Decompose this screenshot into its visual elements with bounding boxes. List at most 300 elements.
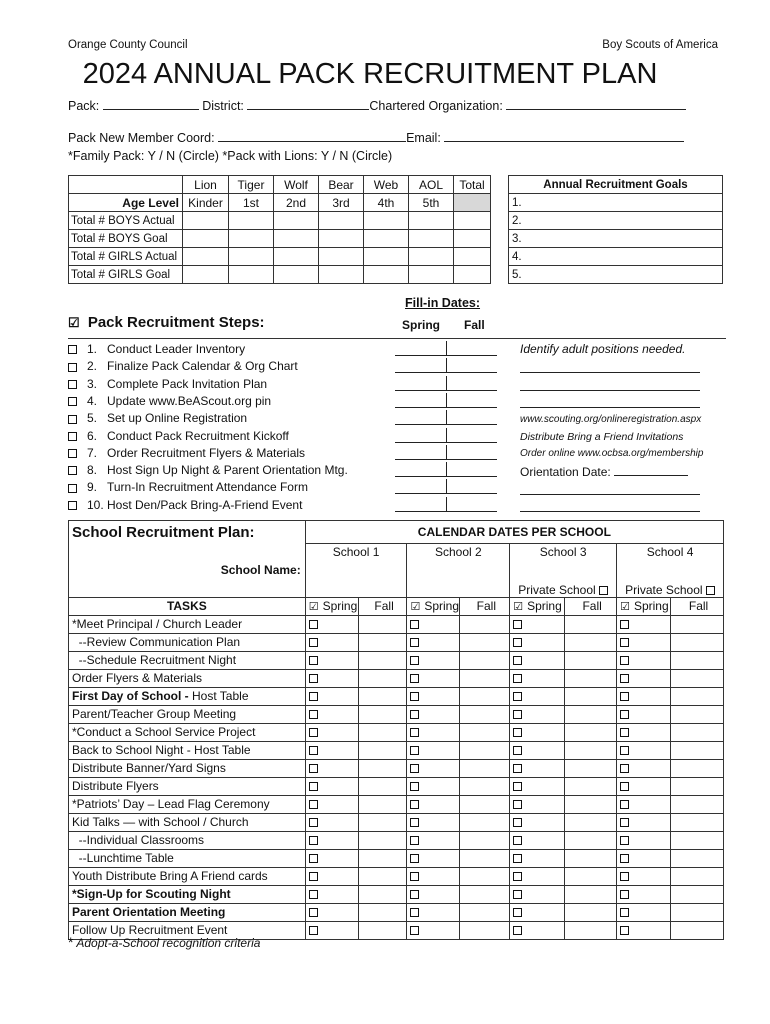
task-date-cell[interactable]	[305, 885, 358, 903]
task-date-cell[interactable]	[460, 669, 510, 687]
task-date-cell[interactable]	[617, 633, 671, 651]
task-checkbox[interactable]	[410, 692, 419, 701]
step-date-field[interactable]	[395, 355, 497, 356]
task-date-cell[interactable]	[358, 615, 407, 633]
task-date-cell[interactable]	[565, 831, 617, 849]
task-checkbox[interactable]	[410, 890, 419, 899]
note-line-5[interactable]	[520, 511, 700, 512]
task-checkbox[interactable]	[620, 764, 629, 773]
task-checkbox[interactable]	[410, 800, 419, 809]
task-date-cell[interactable]	[407, 759, 460, 777]
task-date-cell[interactable]	[671, 903, 724, 921]
asterisk-icon: *	[68, 934, 74, 950]
task-date-cell[interactable]	[407, 651, 460, 669]
task-date-cell[interactable]	[305, 867, 358, 885]
task-checkbox[interactable]	[620, 818, 629, 827]
task-date-cell[interactable]	[460, 867, 510, 885]
task-checkbox[interactable]	[309, 764, 318, 773]
task-checkbox[interactable]	[309, 638, 318, 647]
task-date-cell[interactable]	[358, 885, 407, 903]
footnote	[68, 934, 260, 950]
task-checkbox[interactable]	[410, 728, 419, 737]
task-checkbox[interactable]	[410, 872, 419, 881]
step-date-field[interactable]	[395, 476, 497, 477]
task-date-cell[interactable]	[565, 903, 617, 921]
chartered-field[interactable]	[506, 98, 686, 110]
task-date-cell[interactable]	[358, 759, 407, 777]
task-date-cell[interactable]	[305, 777, 358, 795]
task-date-cell[interactable]	[305, 741, 358, 759]
task-date-cell[interactable]	[565, 723, 617, 741]
task-date-cell[interactable]	[510, 795, 565, 813]
task-row	[69, 705, 724, 723]
age-1st: 1st	[229, 194, 274, 212]
task-date-cell[interactable]	[565, 813, 617, 831]
task-date-cell[interactable]	[565, 867, 617, 885]
step-checkbox[interactable]	[68, 380, 77, 389]
task-date-cell[interactable]	[617, 651, 671, 669]
task-checkbox[interactable]	[410, 908, 419, 917]
task-label	[69, 723, 306, 741]
task-checkbox[interactable]	[410, 836, 419, 845]
family-pack-line: *Family Pack: Y / N (Circle) *Pack with Lions: Y / N (Circle)	[68, 149, 393, 163]
task-date-cell[interactable]	[305, 921, 358, 939]
task-label-text: Order Flyers & Materials	[72, 671, 203, 685]
task-checkbox[interactable]	[309, 728, 318, 737]
task-checkbox[interactable]	[513, 710, 522, 719]
task-date-cell[interactable]	[305, 723, 358, 741]
task-date-cell[interactable]	[617, 795, 671, 813]
task-date-cell[interactable]	[617, 723, 671, 741]
task-checkbox[interactable]	[620, 800, 629, 809]
task-date-cell[interactable]	[407, 777, 460, 795]
task-checkbox[interactable]	[309, 782, 318, 791]
task-date-cell[interactable]	[565, 633, 617, 651]
step-text: Complete Pack Invitation Plan	[107, 376, 268, 391]
rank-wolf: Wolf	[274, 176, 319, 194]
task-date-cell[interactable]	[565, 687, 617, 705]
task-row	[69, 867, 724, 885]
task-date-cell[interactable]	[617, 867, 671, 885]
task-checkbox[interactable]	[513, 854, 522, 863]
task-date-cell[interactable]	[617, 885, 671, 903]
age-level-label: Age Level	[69, 194, 183, 212]
task-date-cell[interactable]	[617, 777, 671, 795]
task-date-cell[interactable]	[510, 777, 565, 795]
task-checkbox[interactable]	[309, 656, 318, 665]
task-date-cell[interactable]	[460, 849, 510, 867]
task-label	[69, 633, 306, 651]
task-date-cell[interactable]	[671, 885, 724, 903]
task-date-cell[interactable]	[407, 831, 460, 849]
task-checkbox[interactable]	[513, 620, 522, 629]
step-date-field[interactable]	[395, 372, 497, 373]
task-label	[69, 903, 306, 921]
task-checkbox[interactable]	[620, 854, 629, 863]
task-checkbox[interactable]	[513, 692, 522, 701]
task-date-cell[interactable]	[407, 813, 460, 831]
task-date-cell[interactable]	[671, 687, 724, 705]
task-date-cell[interactable]	[358, 741, 407, 759]
task-checkbox[interactable]	[309, 620, 318, 629]
task-date-cell[interactable]	[407, 867, 460, 885]
task-date-cell[interactable]	[358, 921, 407, 939]
task-date-cell[interactable]	[617, 903, 671, 921]
task-date-cell[interactable]	[510, 759, 565, 777]
task-date-cell[interactable]	[460, 741, 510, 759]
steps-title-row	[68, 314, 265, 331]
task-label-text: --Lunchtime Table	[72, 851, 174, 865]
task-checkbox[interactable]	[410, 710, 419, 719]
task-label	[69, 687, 306, 705]
task-checkbox[interactable]	[620, 638, 629, 647]
fill-in-dates-title: Fill-in Dates:	[405, 296, 481, 310]
task-date-cell[interactable]	[305, 759, 358, 777]
step-number: 9.	[87, 480, 98, 495]
task-checkbox[interactable]	[309, 854, 318, 863]
task-date-cell[interactable]	[671, 759, 724, 777]
task-checkbox[interactable]	[620, 746, 629, 755]
rank-bear: Bear	[319, 176, 364, 194]
task-label	[69, 813, 306, 831]
task-date-cell[interactable]	[671, 723, 724, 741]
task-date-cell[interactable]	[510, 723, 565, 741]
task-date-cell[interactable]	[671, 705, 724, 723]
task-checkbox[interactable]	[513, 764, 522, 773]
task-date-cell[interactable]	[617, 669, 671, 687]
task-date-cell[interactable]	[671, 867, 724, 885]
task-date-cell[interactable]	[510, 741, 565, 759]
row-boys-goal: Total # BOYS Goal	[69, 230, 183, 248]
task-date-cell[interactable]	[358, 633, 407, 651]
task-checkbox[interactable]	[620, 728, 629, 737]
task-checkbox[interactable]	[410, 764, 419, 773]
task-date-cell[interactable]	[305, 903, 358, 921]
task-checkbox[interactable]	[410, 854, 419, 863]
task-checkbox[interactable]	[513, 638, 522, 647]
task-date-cell[interactable]	[510, 867, 565, 885]
step-date-field[interactable]	[395, 459, 497, 460]
task-date-cell[interactable]	[305, 651, 358, 669]
step-date-field[interactable]	[395, 442, 497, 443]
note-line-2[interactable]	[520, 390, 700, 391]
task-date-cell[interactable]	[510, 903, 565, 921]
step-checkbox[interactable]	[68, 345, 77, 354]
spring-label: Spring	[633, 599, 669, 613]
step-text: Turn-In Recruitment Attendance Form	[107, 480, 308, 495]
step-checkbox[interactable]	[68, 432, 77, 441]
step-checkbox[interactable]	[68, 449, 77, 458]
step-date-field[interactable]	[395, 424, 497, 425]
pack-field[interactable]	[103, 98, 199, 110]
task-date-cell[interactable]	[460, 777, 510, 795]
task-checkbox[interactable]	[410, 656, 419, 665]
school-1-spring-header	[305, 597, 358, 615]
task-date-cell[interactable]	[305, 705, 358, 723]
task-label-text: *Meet Principal / Church Leader	[72, 617, 243, 631]
task-checkbox[interactable]	[620, 782, 629, 791]
task-date-cell[interactable]	[565, 615, 617, 633]
task-date-cell[interactable]	[671, 651, 724, 669]
task-date-cell[interactable]	[358, 903, 407, 921]
checked-box-icon: ☑	[513, 601, 524, 613]
task-checkbox[interactable]	[309, 710, 318, 719]
goal-4[interactable]: 4.	[509, 248, 723, 266]
task-date-cell[interactable]	[671, 795, 724, 813]
task-date-cell[interactable]	[407, 903, 460, 921]
task-checkbox[interactable]	[620, 656, 629, 665]
task-date-cell[interactable]	[510, 651, 565, 669]
task-checkbox[interactable]	[513, 872, 522, 881]
task-checkbox[interactable]	[309, 800, 318, 809]
step-number: 1.	[87, 342, 98, 356]
task-date-cell[interactable]	[510, 849, 565, 867]
page-title: 2024 ANNUAL PACK RECRUITMENT PLAN	[82, 58, 658, 90]
task-date-cell[interactable]	[565, 885, 617, 903]
task-date-cell[interactable]	[407, 885, 460, 903]
note-line-3[interactable]	[520, 407, 700, 408]
task-checkbox[interactable]	[513, 674, 522, 683]
task-date-cell[interactable]	[510, 885, 565, 903]
task-checkbox[interactable]	[309, 872, 318, 881]
task-checkbox[interactable]	[513, 926, 522, 935]
task-checkbox[interactable]	[513, 746, 522, 755]
task-label-text: Back to School Night - Host Table	[72, 743, 251, 757]
task-checkbox[interactable]	[513, 908, 522, 917]
task-date-cell[interactable]	[358, 795, 407, 813]
task-date-cell[interactable]	[407, 633, 460, 651]
task-date-cell[interactable]	[407, 723, 460, 741]
step-text: Conduct Leader Inventory	[107, 342, 246, 356]
task-row	[69, 759, 724, 777]
step-date-field[interactable]	[395, 493, 497, 494]
task-date-cell[interactable]	[617, 849, 671, 867]
task-date-cell[interactable]	[671, 813, 724, 831]
task-date-cell[interactable]	[510, 813, 565, 831]
task-checkbox[interactable]	[410, 818, 419, 827]
task-date-cell[interactable]	[565, 795, 617, 813]
school-2-name-field[interactable]	[407, 561, 510, 598]
task-date-cell[interactable]	[565, 651, 617, 669]
task-date-cell[interactable]	[510, 633, 565, 651]
task-date-cell[interactable]	[671, 669, 724, 687]
task-date-cell[interactable]	[460, 705, 510, 723]
task-date-cell[interactable]	[407, 705, 460, 723]
task-checkbox[interactable]	[513, 836, 522, 845]
task-date-cell[interactable]	[305, 831, 358, 849]
task-checkbox[interactable]	[309, 692, 318, 701]
task-checkbox[interactable]	[620, 620, 629, 629]
task-date-cell[interactable]	[617, 615, 671, 633]
task-date-cell[interactable]	[671, 849, 724, 867]
task-date-cell[interactable]	[358, 849, 407, 867]
task-date-cell[interactable]	[305, 687, 358, 705]
task-checkbox[interactable]	[620, 692, 629, 701]
task-date-cell[interactable]	[617, 831, 671, 849]
task-date-cell[interactable]	[358, 867, 407, 885]
task-checkbox[interactable]	[513, 656, 522, 665]
task-date-cell[interactable]	[510, 669, 565, 687]
goal-2[interactable]: 2.	[509, 212, 723, 230]
task-checkbox[interactable]	[620, 926, 629, 935]
goal-5[interactable]: 5.	[509, 266, 723, 284]
task-checkbox[interactable]	[620, 836, 629, 845]
task-date-cell[interactable]	[565, 741, 617, 759]
goal-1[interactable]: 1.	[509, 194, 723, 212]
task-date-cell[interactable]	[565, 849, 617, 867]
task-date-cell[interactable]	[305, 615, 358, 633]
step-date-field[interactable]	[395, 511, 497, 512]
checked-box-icon: ☑	[308, 601, 319, 613]
task-date-cell[interactable]	[460, 795, 510, 813]
step-checkbox[interactable]	[68, 484, 77, 493]
task-checkbox[interactable]	[410, 746, 419, 755]
task-date-cell[interactable]	[460, 885, 510, 903]
task-date-cell[interactable]	[617, 759, 671, 777]
task-checkbox[interactable]	[513, 728, 522, 737]
task-date-cell[interactable]	[671, 633, 724, 651]
task-date-cell[interactable]	[460, 633, 510, 651]
task-date-cell[interactable]	[358, 723, 407, 741]
task-label-text: *Sign-Up for Scouting Night	[72, 887, 231, 901]
task-date-cell[interactable]	[460, 759, 510, 777]
task-date-cell[interactable]	[510, 687, 565, 705]
task-date-cell[interactable]	[510, 705, 565, 723]
task-date-cell[interactable]	[617, 813, 671, 831]
task-date-cell[interactable]	[407, 795, 460, 813]
task-date-cell[interactable]	[407, 741, 460, 759]
task-date-cell[interactable]	[358, 651, 407, 669]
note-line-4[interactable]	[520, 494, 700, 495]
task-date-cell[interactable]	[358, 705, 407, 723]
task-date-cell[interactable]	[407, 849, 460, 867]
task-checkbox[interactable]	[513, 782, 522, 791]
task-date-cell[interactable]	[565, 921, 617, 939]
organization-name: Boy Scouts of America	[602, 39, 718, 51]
task-date-cell[interactable]	[305, 849, 358, 867]
task-date-cell[interactable]	[510, 921, 565, 939]
school-3-private-checkbox[interactable]	[599, 586, 608, 595]
recruitment-step	[68, 429, 289, 443]
task-date-cell[interactable]	[358, 813, 407, 831]
task-date-cell[interactable]	[617, 921, 671, 939]
task-date-cell[interactable]	[407, 921, 460, 939]
task-date-cell[interactable]	[305, 669, 358, 687]
goal-3[interactable]: 3.	[509, 230, 723, 248]
school-4-private-checkbox[interactable]	[706, 586, 715, 595]
task-checkbox[interactable]	[309, 746, 318, 755]
task-date-cell[interactable]	[358, 777, 407, 795]
step-checkbox[interactable]	[68, 397, 77, 406]
step-checkbox[interactable]	[68, 415, 77, 424]
step-date-field[interactable]	[395, 390, 497, 391]
task-row	[69, 831, 724, 849]
task-date-cell[interactable]	[460, 651, 510, 669]
task-checkbox[interactable]	[620, 890, 629, 899]
task-date-cell[interactable]	[460, 813, 510, 831]
note-line-1[interactable]	[520, 372, 700, 373]
task-date-cell[interactable]	[510, 831, 565, 849]
task-checkbox[interactable]	[309, 818, 318, 827]
orientation-date-field[interactable]	[614, 464, 688, 476]
task-checkbox[interactable]	[513, 890, 522, 899]
task-checkbox[interactable]	[620, 674, 629, 683]
task-date-cell[interactable]	[565, 777, 617, 795]
school-1-fall-header	[358, 597, 407, 615]
task-date-cell[interactable]	[460, 921, 510, 939]
task-checkbox[interactable]	[309, 836, 318, 845]
task-checkbox[interactable]	[410, 638, 419, 647]
task-date-cell[interactable]	[671, 777, 724, 795]
task-label	[69, 669, 306, 687]
task-date-cell[interactable]	[407, 687, 460, 705]
task-date-cell[interactable]	[617, 741, 671, 759]
task-checkbox[interactable]	[620, 908, 629, 917]
task-date-cell[interactable]	[460, 615, 510, 633]
task-date-cell[interactable]	[358, 831, 407, 849]
task-checkbox[interactable]	[513, 800, 522, 809]
task-checkbox[interactable]	[620, 710, 629, 719]
task-checkbox[interactable]	[309, 926, 318, 935]
step-checkbox[interactable]	[68, 363, 77, 372]
task-date-cell[interactable]	[460, 903, 510, 921]
task-date-cell[interactable]	[460, 831, 510, 849]
step-date-field[interactable]	[395, 407, 497, 408]
task-checkbox[interactable]	[410, 926, 419, 935]
task-date-cell[interactable]	[305, 633, 358, 651]
task-date-cell[interactable]	[305, 813, 358, 831]
task-checkbox[interactable]	[410, 620, 419, 629]
step-checkbox[interactable]	[68, 501, 77, 510]
recruitment-goals-table	[508, 175, 723, 284]
task-checkbox[interactable]	[309, 908, 318, 917]
task-date-cell[interactable]	[565, 705, 617, 723]
task-date-cell[interactable]	[617, 705, 671, 723]
task-date-cell[interactable]	[305, 795, 358, 813]
district-field[interactable]	[247, 98, 369, 110]
task-date-cell[interactable]	[565, 759, 617, 777]
task-date-cell[interactable]	[460, 723, 510, 741]
task-checkbox[interactable]	[513, 818, 522, 827]
task-checkbox[interactable]	[620, 872, 629, 881]
task-date-cell[interactable]	[510, 615, 565, 633]
task-date-cell[interactable]	[617, 687, 671, 705]
task-date-cell[interactable]	[407, 669, 460, 687]
task-checkbox[interactable]	[410, 674, 419, 683]
task-date-cell[interactable]	[358, 669, 407, 687]
task-date-cell[interactable]	[565, 669, 617, 687]
school-1-name-field[interactable]	[305, 561, 407, 598]
task-date-cell[interactable]	[671, 921, 724, 939]
recruitment-step	[68, 377, 267, 391]
coord-field[interactable]	[218, 130, 406, 142]
task-checkbox[interactable]	[410, 782, 419, 791]
spring-label: Spring	[424, 599, 460, 613]
recruitment-step	[68, 394, 271, 408]
school-2-fall-header	[460, 597, 510, 615]
task-date-cell[interactable]	[358, 687, 407, 705]
task-checkbox[interactable]	[309, 890, 318, 899]
task-date-cell[interactable]	[671, 741, 724, 759]
row-boys-actual: Total # BOYS Actual	[69, 212, 183, 230]
task-date-cell[interactable]	[407, 615, 460, 633]
task-checkbox[interactable]	[309, 674, 318, 683]
task-date-cell[interactable]	[460, 687, 510, 705]
task-date-cell[interactable]	[671, 831, 724, 849]
email-field[interactable]	[444, 130, 684, 142]
step-checkbox[interactable]	[68, 466, 77, 475]
task-date-cell[interactable]	[671, 615, 724, 633]
